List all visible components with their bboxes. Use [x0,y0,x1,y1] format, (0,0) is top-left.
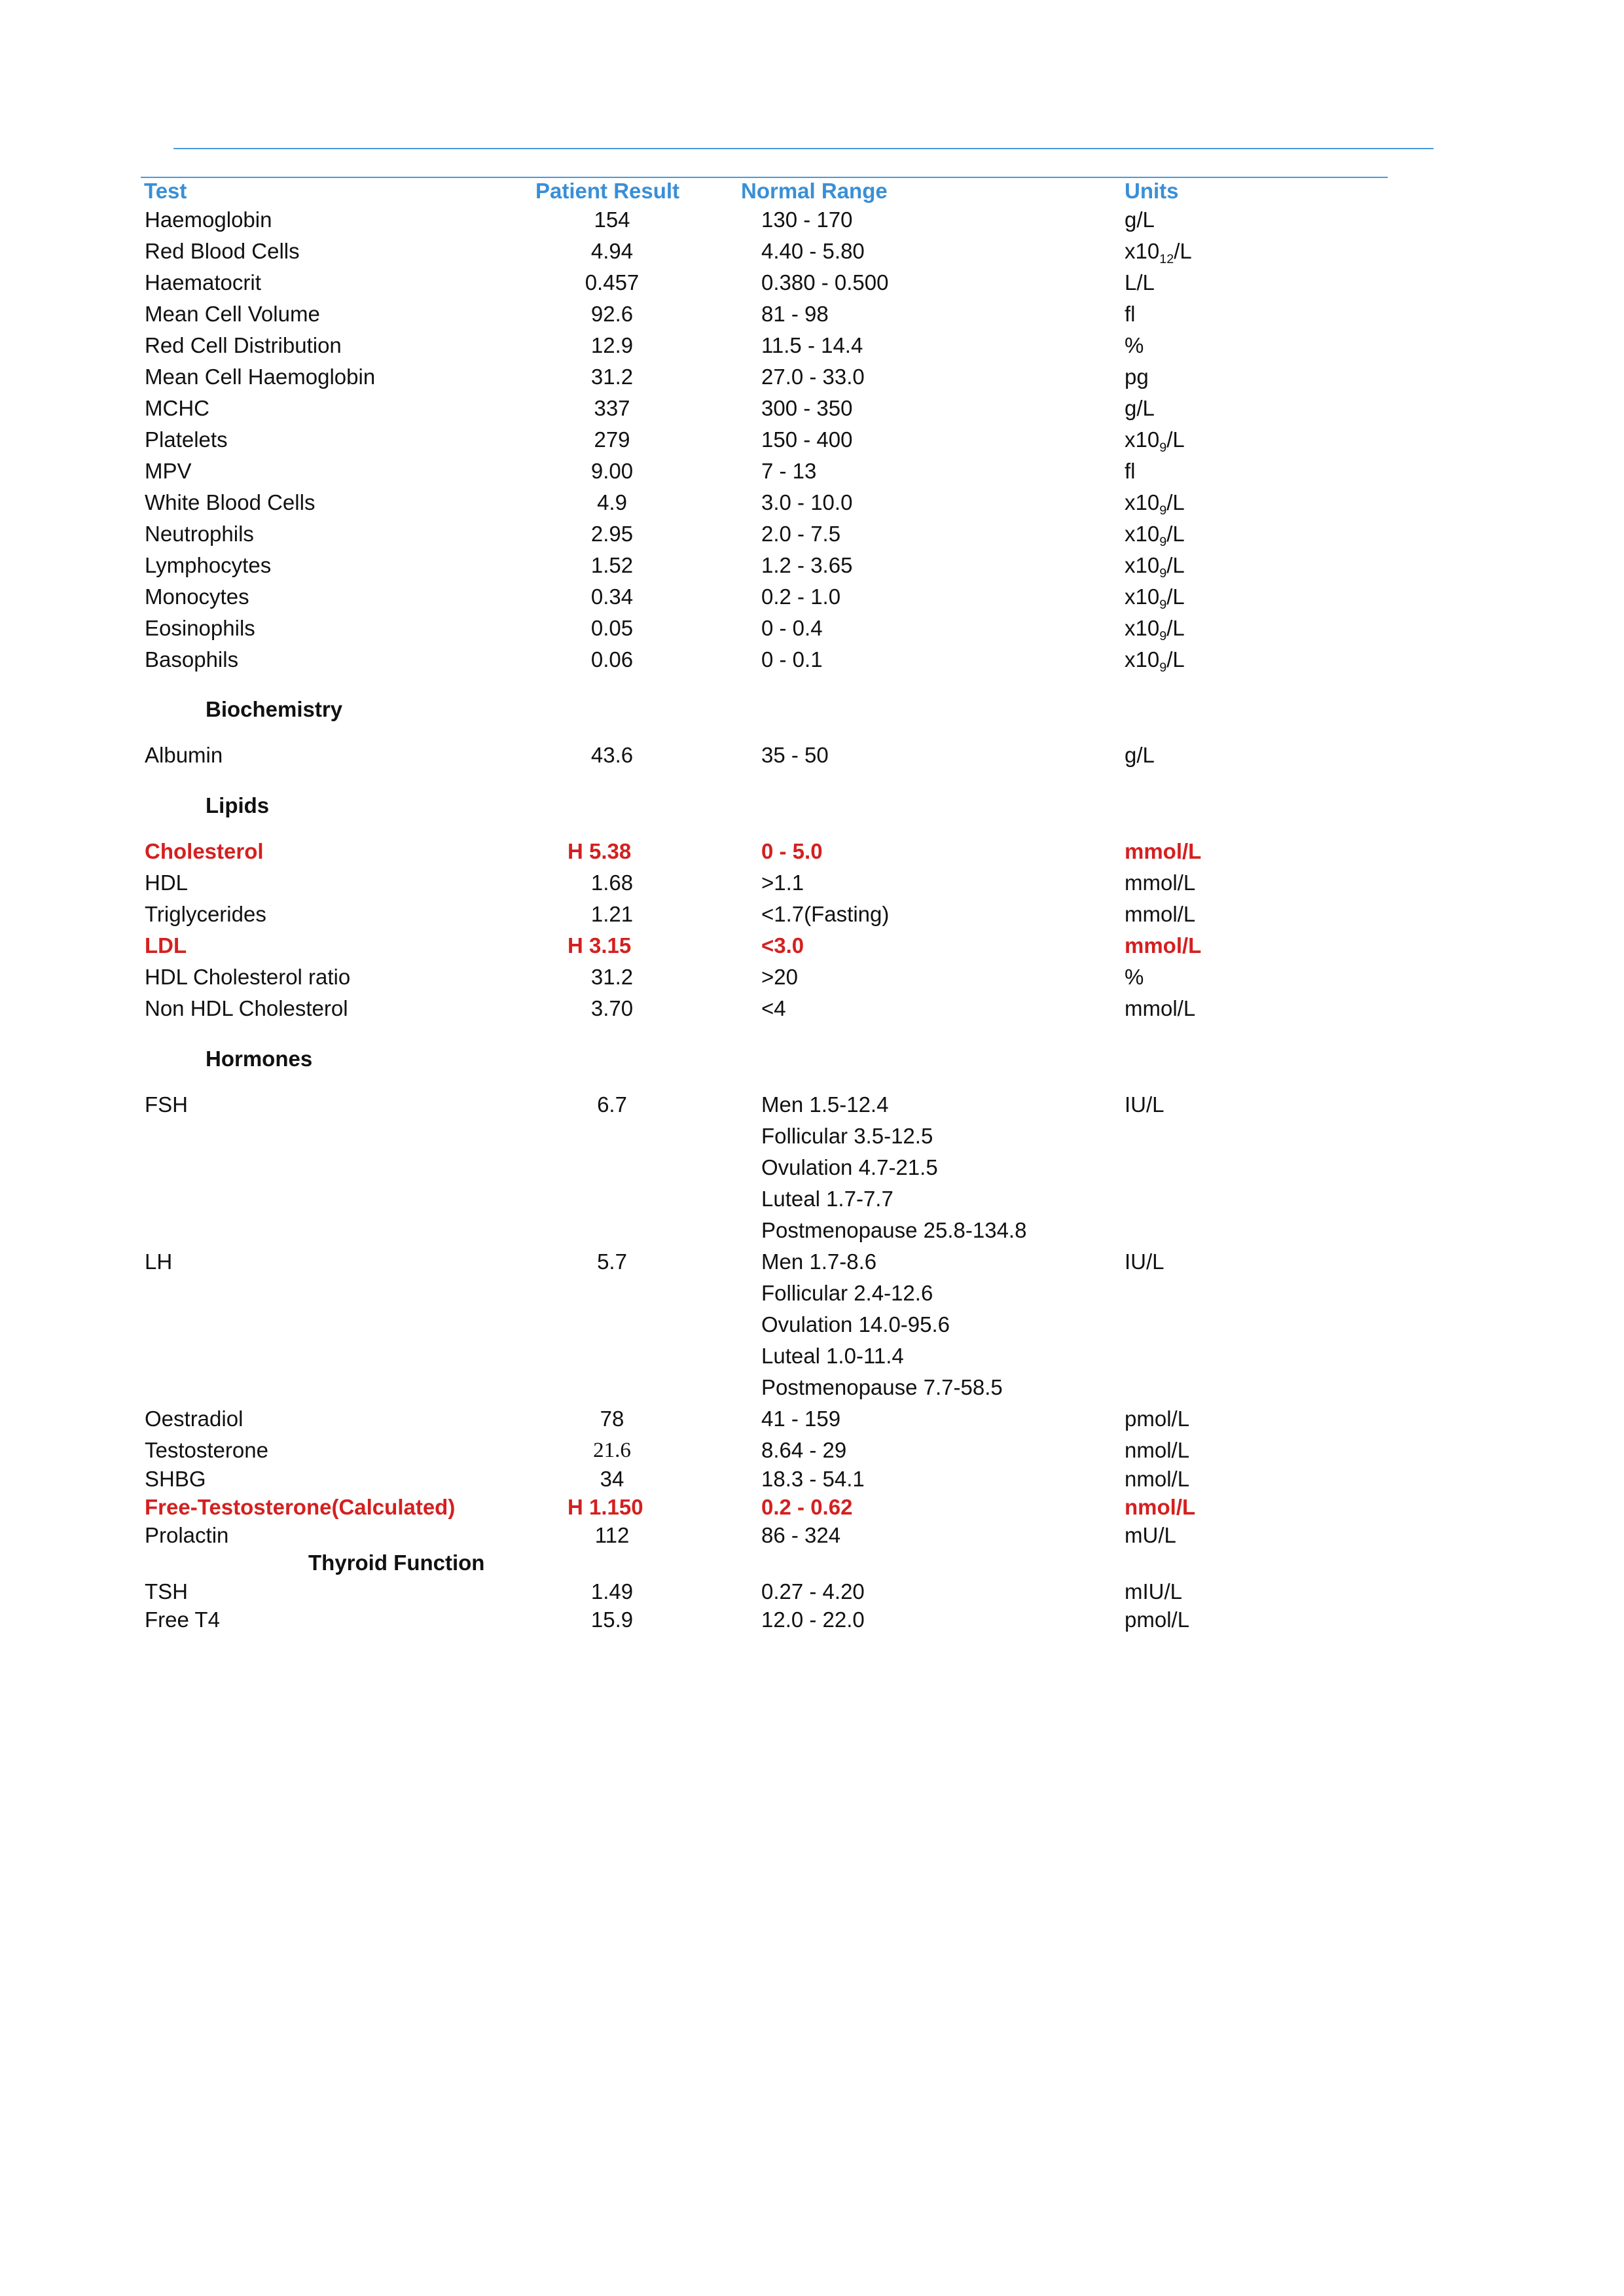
units: L/L [1125,270,1155,295]
test-name: Lymphocytes [145,553,272,577]
test-name: HDL [145,870,189,895]
test-name: Basophils [145,647,239,672]
normal-range: Luteal 1.7-7.7 [761,1187,893,1211]
normal-range: Luteal 1.0-11.4 [761,1344,904,1368]
units: $x10_9/L$ [1125,427,1185,455]
table-row [0,521,1624,547]
patient-result: 279 [594,427,630,452]
normal-range: <4 [761,996,786,1020]
test-name: LH [145,1249,173,1274]
normal-range: 4.40 - 5.80 [761,239,865,263]
normal-range: 150 - 400 [761,427,853,452]
table-row [0,1249,1624,1275]
table-row [0,901,1624,927]
patient-result: 12.9 [590,333,634,357]
test-name: HDL Cholesterol ratio [145,965,351,989]
test-name: TSH [145,1579,188,1604]
patient-result: 1.52 [590,553,634,577]
test-name: Testosterone [145,1438,268,1462]
patient-result: H 5.38 [568,839,632,863]
table-row [0,1280,1624,1306]
table-row [0,301,1624,327]
normal-range: 0 - 0.1 [761,647,823,672]
normal-range: 86 - 324 [761,1523,841,1547]
patient-result: 43.6 [590,743,634,767]
patient-result: 31.2 [590,365,634,389]
test-name: Cholesterol [145,839,264,863]
normal-range: >20 [761,965,798,989]
patient-result: H 3.15 [568,933,632,958]
table-row [0,552,1624,579]
test-name: SHBG [145,1467,206,1491]
test-name: Non HDL Cholesterol [145,996,348,1020]
table-row [0,1343,1624,1369]
table-row [0,1466,1624,1492]
normal-range: <1.7(Fasting) [761,902,890,926]
test-name: Free T4 [145,1607,220,1632]
test-name: Red Cell Distribution [145,333,342,357]
table-row [0,742,1624,768]
test-name: MCHC [145,396,209,420]
test-name: Eosinophils [145,616,255,640]
patient-result: 1.68 [590,870,634,895]
table-row [0,207,1624,233]
units: g/L [1125,396,1155,420]
section-heading: Biochemistry [206,697,343,721]
units: mmol/L [1125,839,1202,863]
normal-range: 7 - 13 [761,459,817,483]
normal-range: 81 - 98 [761,302,829,326]
units: g/L [1125,743,1155,767]
normal-range: 0 - 0.4 [761,616,823,640]
normal-range: 130 - 170 [761,207,853,232]
table-row [0,427,1624,453]
units: $x10_9/L$ [1125,553,1185,581]
test-name: Triglycerides [145,902,266,926]
patient-result: H 1.150 [568,1495,643,1519]
patient-result: 15.9 [590,1607,634,1632]
patient-result: 112 [594,1523,630,1547]
normal-range: 0.2 - 0.62 [761,1495,853,1519]
units: mmol/L [1125,933,1202,958]
normal-range: 8.64 - 29 [761,1438,847,1462]
normal-range: 3.0 - 10.0 [761,490,853,514]
normal-range: 35 - 50 [761,743,829,767]
column-header-normal-range: Normal Range [741,179,888,203]
normal-range: 41 - 159 [761,1407,841,1431]
units: mIU/L [1125,1579,1183,1604]
patient-result: 31.2 [590,965,634,989]
patient-result: 34 [600,1467,624,1491]
section-heading: Hormones [206,1047,313,1071]
table-row [0,1494,1624,1520]
table-row [0,1217,1624,1244]
patient-result: 1.21 [590,902,634,926]
test-name: Monocytes [145,584,249,609]
units: % [1125,965,1144,989]
patient-result: 6.7 [597,1092,627,1117]
normal-range: >1.1 [761,870,804,895]
test-name: Oestradiol [145,1407,244,1431]
column-header-test: Test [144,179,187,203]
patient-result: 0.05 [590,616,634,640]
units: fl [1125,302,1136,326]
units: mmol/L [1125,902,1196,926]
test-name: Albumin [145,743,223,767]
units: $x10_9/L$ [1125,616,1185,643]
test-name: Free-Testosterone(Calculated) [145,1495,456,1519]
table-row [0,458,1624,484]
normal-range: 300 - 350 [761,396,853,420]
table-row [0,270,1624,296]
patient-result: 337 [594,396,630,420]
normal-range: 12.0 - 22.0 [761,1607,865,1632]
table-row [0,1406,1624,1432]
table-row [0,1579,1624,1605]
patient-result: 4.94 [590,239,634,263]
units: IU/L [1125,1249,1164,1274]
table-row [0,1123,1624,1149]
units: nmol/L [1125,1495,1196,1519]
patient-result: 2.95 [590,522,634,546]
units: IU/L [1125,1092,1164,1117]
units: mmol/L [1125,870,1196,895]
normal-range: Ovulation 4.7-21.5 [761,1155,938,1179]
section-heading: Lipids [206,793,270,817]
normal-range: 0.2 - 1.0 [761,584,841,609]
normal-range: <3.0 [761,933,804,958]
table-row [0,1522,1624,1549]
table-row [0,870,1624,896]
units: g/L [1125,207,1155,232]
normal-range: 27.0 - 33.0 [761,365,865,389]
table-row [0,996,1624,1022]
table-row [0,838,1624,865]
table-row [0,615,1624,641]
patient-result: 78 [600,1407,624,1431]
table-row [0,1607,1624,1633]
table-row [0,1186,1624,1212]
test-name: Prolactin [145,1523,229,1547]
patient-result: 0.34 [590,584,634,609]
test-name: MPV [145,459,192,483]
normal-range: 11.5 - 14.4 [761,333,863,357]
units: nmol/L [1125,1438,1190,1462]
column-header-patient-result: Patient Result [535,179,680,203]
normal-range: Postmenopause 7.7-58.5 [761,1375,1003,1399]
table-row [0,1155,1624,1181]
normal-range: Men 1.5-12.4 [761,1092,889,1117]
normal-range: 1.2 - 3.65 [761,553,853,577]
table-row [0,490,1624,516]
test-name: Neutrophils [145,522,254,546]
table-row [0,647,1624,673]
test-name: Haematocrit [145,270,261,295]
patient-result: 9.00 [590,459,634,483]
table-row [0,584,1624,610]
normal-range: 0.380 - 0.500 [761,270,889,295]
table-row [0,1312,1624,1338]
units: pg [1125,365,1149,389]
units: $x10_9/L$ [1125,584,1185,612]
table-row [0,332,1624,359]
normal-range: Follicular 3.5-12.5 [761,1124,933,1148]
normal-range: 18.3 - 54.1 [761,1467,865,1491]
test-name: FSH [145,1092,188,1117]
normal-range: 2.0 - 7.5 [761,522,841,546]
table-row [0,364,1624,390]
normal-range: Postmenopause 25.8-134.8 [761,1218,1027,1242]
units: mU/L [1125,1523,1176,1547]
table-row [0,964,1624,990]
column-header-units: Units [1125,179,1179,203]
test-name: LDL [145,933,187,958]
test-name: Platelets [145,427,228,452]
units: $x10_9/L$ [1125,490,1185,518]
table-row [0,1374,1624,1401]
patient-result: 21.6 [593,1439,631,1462]
table-row [0,1092,1624,1118]
patient-result: 0.06 [590,647,634,672]
normal-range: 0 - 5.0 [761,839,823,863]
units: $x10_{12}/L$ [1125,239,1192,266]
patient-result: 0.457 [585,270,640,295]
units: fl [1125,459,1136,483]
test-name: White Blood Cells [145,490,316,514]
table-row [0,933,1624,959]
units: $x10_9/L$ [1125,522,1185,549]
patient-result: 92.6 [590,302,634,326]
table-row [0,1437,1624,1463]
table-row [0,395,1624,422]
patient-result: 4.9 [597,490,627,514]
test-name: Haemoglobin [145,207,272,232]
test-name: Mean Cell Volume [145,302,320,326]
patient-result: 3.70 [590,996,634,1020]
units: % [1125,333,1144,357]
units: mmol/L [1125,996,1196,1020]
test-name: Red Blood Cells [145,239,300,263]
units: pmol/L [1125,1407,1190,1431]
section-heading: Thyroid Function [308,1551,485,1575]
patient-result: 1.49 [590,1579,634,1604]
units: nmol/L [1125,1467,1190,1491]
units: $x10_9/L$ [1125,647,1185,675]
table-row [0,238,1624,264]
test-name: Mean Cell Haemoglobin [145,365,376,389]
patient-result: 5.7 [597,1249,627,1274]
patient-result: 154 [594,207,630,232]
normal-range: Men 1.7-8.6 [761,1249,877,1274]
units: pmol/L [1125,1607,1190,1632]
normal-range: 0.27 - 4.20 [761,1579,865,1604]
normal-range: Follicular 2.4-12.6 [761,1281,933,1305]
normal-range: Ovulation 14.0-95.6 [761,1312,950,1336]
